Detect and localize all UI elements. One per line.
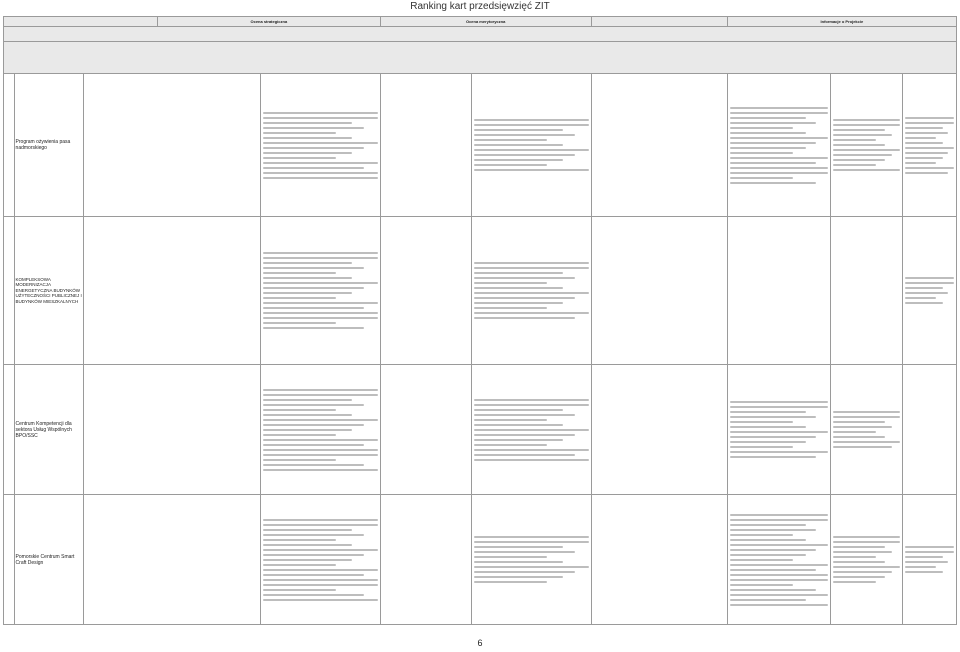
- project-name: Pomorskie Centrum Smart Craft Design: [14, 495, 84, 625]
- table-row: [4, 217, 957, 365]
- page-number: 6: [477, 638, 483, 648]
- substantive-justification: [472, 74, 591, 217]
- table-row: [4, 74, 957, 217]
- table-row: [4, 495, 957, 625]
- strategic-justification: [261, 74, 380, 217]
- header-spacer-middle: [591, 17, 727, 27]
- substantive-justification: [472, 217, 591, 365]
- ranking-table: [3, 16, 957, 625]
- final-remarks: [902, 217, 956, 365]
- strategic-justification: [261, 495, 380, 625]
- partner-institutions: [831, 365, 903, 495]
- project-name: Program ożywienia pasa nadmorskiego: [14, 74, 84, 217]
- partner-institutions: [831, 495, 903, 625]
- project-description: [727, 495, 830, 625]
- table-row: [4, 365, 957, 495]
- final-remarks: [902, 74, 956, 217]
- final-remarks: [902, 495, 956, 625]
- strategic-justification: [261, 217, 380, 365]
- header-row-subgroups: [4, 27, 957, 42]
- strategic-justification: [261, 365, 380, 495]
- header-group-substantive: Ocena merytoryczna: [380, 17, 591, 27]
- header-group-project-info: Informacje o Projekcie: [727, 17, 956, 27]
- substantive-justification: [472, 495, 591, 625]
- project-description: [727, 74, 830, 217]
- header-row-columns: [4, 42, 957, 74]
- header-group-strategic: Ocena strategiczna: [158, 17, 381, 27]
- partner-institutions: [831, 74, 903, 217]
- header-spacer-left: [4, 17, 158, 27]
- project-name: Centrum Kompetencji dla sektora Usług Wspólnych BPO/SSC: [14, 365, 84, 495]
- project-name: KOMPLEKSOWA MODERNIZACJA ENERGETYCZNA BUDYNKÓW UŻYTECZNOŚCI PUBLICZNEJ I BUDYNKÓW MIESZKALNYCH: [14, 217, 84, 365]
- substantive-justification: [472, 365, 591, 495]
- page-title: Ranking kart przedsięwzięć ZIT: [410, 1, 550, 12]
- project-description: [727, 365, 830, 495]
